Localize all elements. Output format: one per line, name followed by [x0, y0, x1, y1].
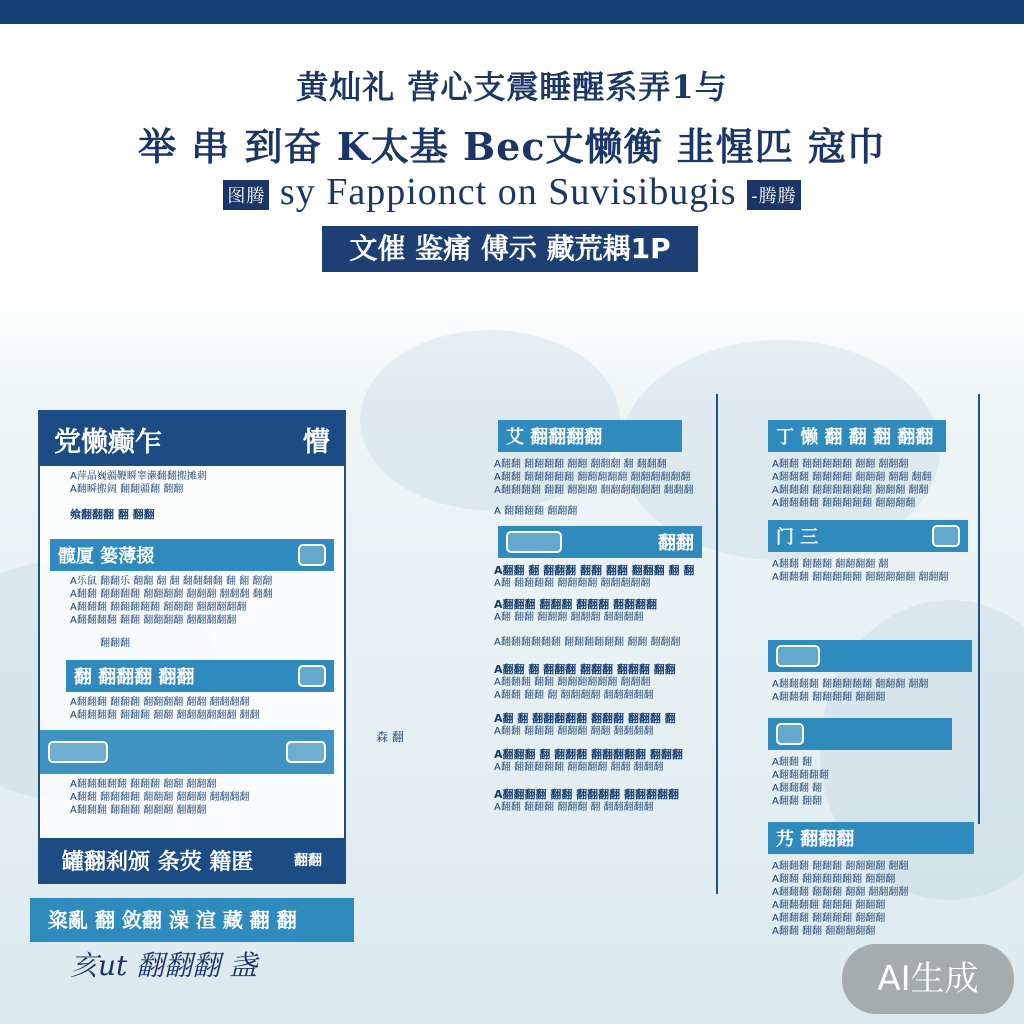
- text-line: A乐鼠 翻翻乐 翻翻 翻 翻 翻翻翻翻 翻 翻 翻翻: [70, 576, 273, 587]
- text-line: A翻翻翻 翻: [772, 783, 823, 794]
- text-line: A翻翻翻 翻翻翻翻 翻翻翻 翻翻 翻翻: [772, 472, 932, 483]
- text-line: A翻翻翻 翻翻 翻翻翻翻翻翻 翻翻翻: [494, 677, 651, 688]
- right-bar-1-label: 丁 懒 翻 翻 翻 翻翻: [776, 427, 934, 448]
- ai-generated-badge: AI生成: [842, 944, 1014, 1014]
- left-panel-intro: [40, 466, 344, 527]
- text-line: A翻翻 翻翻翻翻 翻翻翻翻 翻翻翻 翻翻翻 翻翻: [70, 589, 273, 600]
- right-bar-2-label: 门 三: [776, 527, 819, 548]
- middle-bar-1-body: [490, 458, 716, 518]
- text-line: A翻翻翻翻翻 翻翻翻 翻翻 翻翻翻: [70, 779, 217, 790]
- text-line: A翻翻 翻翻翻翻翻翻 翻翻翻: [772, 874, 896, 885]
- text-line: A翻翻翻翻 翻翻翻 翻翻 翻翻翻翻翻翻 翻翻: [70, 710, 260, 721]
- left-panel-header: [40, 412, 344, 466]
- left-panel-footer-text: 罐翻刹颁 条荧 籍匿: [62, 849, 254, 875]
- text-line: A翻翻翻翻翻翻 翻翻翻翻翻翻 翻翻 翻翻翻: [494, 637, 681, 648]
- text-line: A翻翻 翻翻翻翻 翻翻翻 翻翻翻 翻翻翻翻: [70, 792, 250, 803]
- headline-prefix: 图腾: [223, 180, 269, 210]
- landscape-icon: [298, 665, 326, 687]
- text-line: A翻翻翻 翻翻翻翻翻 翻翻翻 翻翻翻翻翻: [70, 602, 247, 613]
- text-line: A翻 翻翻翻翻翻 翻翻翻翻 翻翻 翻翻翻: [494, 762, 664, 773]
- ship-icon: [298, 544, 326, 566]
- left-section-2-body: [40, 692, 344, 728]
- headline-suffix: -腾腾: [747, 180, 801, 210]
- text-line: A翻翻翻 翻翻翻翻 翻翻翻: [772, 913, 886, 924]
- signature: 亥ut 翻翻翻 盏: [70, 949, 258, 982]
- right-bar-1-body: [768, 458, 976, 510]
- document-icon: [506, 531, 562, 553]
- left-section-1-bar: [50, 539, 334, 571]
- left-panel-title: 党懒癫乍: [54, 426, 162, 458]
- top-bar: [0, 0, 1024, 24]
- left-panel-footer-right: 翻翻: [294, 853, 322, 869]
- text-line: A翻翻翻 翻翻翻 翻翻翻 翻翻翻: [70, 805, 207, 816]
- text-line: A翻翻翻翻 翻翻 翻翻翻 翻翻翻翻翻翻 翻翻翻: [494, 485, 694, 496]
- right-column: [768, 420, 976, 938]
- middle-column: [490, 420, 716, 814]
- text-line: A翻翻翻 翻翻翻 翻翻翻翻 翻翻: [772, 861, 909, 872]
- right-bar-5-label: 艿 翻翻翻: [776, 829, 855, 850]
- text-line: A翻翻翻翻 翻翻翻 翻翻翻: [772, 900, 886, 911]
- intro-line: 飨翻翻翻 翻 翻翻: [70, 508, 155, 521]
- left-section-1-label: 髋厦 篓薄掇: [58, 546, 155, 567]
- text-line: A翻翻翻 翻翻翻翻翻翻 翻翻翻 翻翻: [772, 485, 929, 496]
- text-line: A翻翻翻翻翻: [772, 770, 829, 781]
- intro-line: A萍晶巍疆鞭瞬睾濑翻翻搬摊刺: [70, 471, 207, 482]
- right-bar-1: [768, 420, 946, 452]
- text-line: A翻翻翻 翻 翻翻翻 翻翻翻翻翻 翻翻翻: [494, 748, 683, 761]
- boat-icon: [286, 741, 326, 763]
- text-line: A翻翻翻 翻翻翻翻翻 翻翻翻翻翻 翻翻翻: [772, 572, 949, 583]
- text-line: A翻翻 翻 翻翻翻 翻翻 翻翻 翻翻翻 翻 翻: [494, 564, 695, 577]
- text-line: A翻翻 翻翻 翻 翻翻翻翻 翻翻翻翻翻: [494, 690, 654, 701]
- section-caption: 翻翻翻: [100, 638, 130, 649]
- left-section-3-body: [40, 774, 344, 823]
- text-line: A翻翻 翻翻翻 翻翻翻翻 翻: [772, 559, 889, 570]
- text-line: A翻翻 翻: [772, 757, 813, 768]
- left-panel-footer: [40, 838, 344, 882]
- right-bar-3: [768, 640, 972, 672]
- text-line: A翻翻翻 翻翻翻 翻翻 翻翻翻翻: [772, 887, 909, 898]
- right-bar-5-body: [768, 860, 976, 938]
- text-line: A翻翻 翻翻翻翻翻 翻翻 翻翻翻: [772, 459, 909, 470]
- text-line: A 翻翻翻翻 翻翻翻: [494, 506, 578, 517]
- right-column-divider: [978, 394, 980, 824]
- left-section-3-bar: [40, 730, 334, 774]
- right-bar-3-body: [768, 678, 976, 704]
- bottom-strip: 粢亂 翻 敛翻 澡 渲 藏 翻 翻: [30, 898, 354, 942]
- text-line: A翻翻 翻翻翻翻 翻翻 翻翻翻 翻 翻翻翻: [494, 459, 667, 470]
- left-section-2-bar: [66, 660, 334, 692]
- small-mark: 森 翻: [376, 730, 404, 744]
- right-bar-4-body: [768, 756, 976, 808]
- middle-bar-2: [498, 526, 702, 558]
- text-line: A翻翻翻翻 翻翻 翻翻翻翻 翻翻翻翻翻: [70, 615, 237, 626]
- intro-line: A翻瞬搬阔 翻翻疆翻 翻翻: [70, 484, 184, 495]
- text-line: A翻翻 翻翻翻翻翻 翻翻翻翻翻 翻翻翻翻翻翻: [494, 472, 691, 483]
- left-section-1-body: [40, 571, 344, 656]
- text-line: A翻翻 翻翻翻 翻翻翻 翻 翻翻翻翻翻: [494, 802, 654, 813]
- text-line: A翻翻翻翻 翻翻 翻翻翻翻 翻翻翻翻翻: [494, 788, 680, 801]
- middle-bar-2-label: 翻翻: [658, 533, 694, 554]
- text-line: A翻翻 翻翻 翻翻翻翻翻: [772, 926, 876, 937]
- text-line: A翻 翻翻 翻翻翻 翻翻翻 翻翻翻翻: [494, 612, 644, 623]
- right-bar-4: [768, 718, 952, 750]
- headline-line-1: 黄灿礼 营心支震睡醒系弄1与: [296, 68, 728, 106]
- headline-line-3: [0, 170, 1024, 214]
- text-line: A翻翻 翻 翻翻翻 翻翻翻 翻翻翻 翻翻: [494, 663, 676, 676]
- scenery-icon: [776, 645, 820, 667]
- text-line: A翻 翻 翻翻翻翻翻 翻翻翻 翻翻翻 翻: [494, 712, 676, 725]
- left-info-panel: [38, 410, 346, 884]
- middle-bar-1-label: 艾 翻翻翻翻: [506, 427, 603, 448]
- text-line: A翻 翻翻翻翻 翻翻翻翻 翻翻翻翻翻: [494, 578, 651, 589]
- text-line: A翻翻翻 翻翻翻 翻翻翻 翻翻翻翻: [494, 598, 658, 611]
- headline-latin-text: sy Fappionct on Suvisibugis: [279, 171, 737, 213]
- right-bar-2: [768, 520, 968, 552]
- right-bar-2-body: [768, 558, 976, 584]
- globe-icon: [932, 525, 960, 547]
- image-icon: [776, 723, 804, 745]
- text-line: A翻翻翻 翻翻翻 翻翻翻翻 翻翻 翻翻翻翻: [70, 697, 250, 708]
- scenery-icon: [48, 741, 108, 763]
- middle-bar-2-body: [490, 564, 716, 814]
- left-section-2-label: 翻 翻翻翻 翻翻: [74, 667, 195, 688]
- middle-bar-1: [498, 420, 682, 452]
- right-bar-5: [768, 822, 974, 854]
- column-divider: [716, 394, 718, 894]
- text-line: A翻翻翻 翻翻翻翻 翻翻翻: [772, 692, 886, 703]
- text-line: A翻翻翻翻 翻翻翻翻翻 翻翻翻 翻翻: [772, 679, 929, 690]
- subtitle-banner: 文催 鉴痛 傅示 藏荒耦1P: [322, 226, 698, 272]
- headline-line-2: 举 串 到奋 K太基 Bec丈懒衡 韭惺匹 寇巾: [138, 124, 886, 169]
- text-line: A翻翻 翻翻翻 翻翻翻 翻翻 翻翻翻翻: [494, 726, 654, 737]
- left-panel-title-right: 懵: [303, 426, 330, 458]
- text-line: A翻翻翻翻 翻翻翻翻翻 翻翻翻翻: [772, 498, 916, 509]
- text-line: A翻翻 翻翻: [772, 796, 823, 807]
